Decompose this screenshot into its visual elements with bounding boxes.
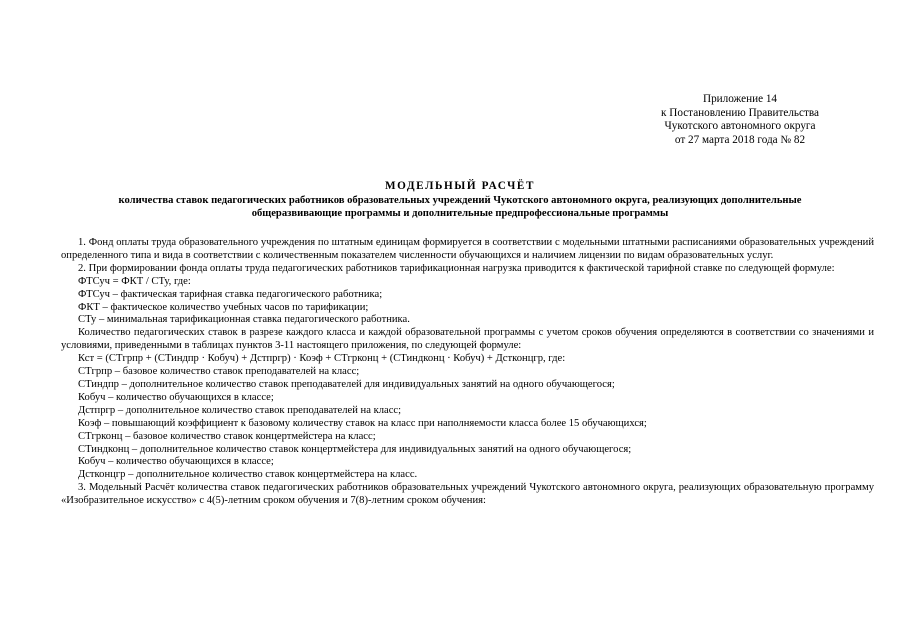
- definition-item: СТгрпр – базовое количество ставок преподавателей на класс;: [78, 366, 360, 378]
- appendix-header: [640, 93, 840, 147]
- definition-item: ФКТ – фактическое количество учебных часов по тарификации;: [78, 301, 369, 313]
- appendix-number: Приложение 14: [702, 93, 778, 105]
- appendix-region: Чукотского автономного округа: [664, 120, 816, 133]
- definition-item: Дстпргр – дополнительное количество ставок преподавателей на класс;: [78, 404, 402, 416]
- definition-item: ФТСуч – фактическая тарифная ставка педагогического работника;: [78, 288, 383, 300]
- document-title: МОДЕЛЬНЫЙ РАСЧЁТ: [384, 180, 536, 192]
- document-body: [61, 237, 874, 508]
- definition-item: Кобуч – количество обучающихся в классе;: [78, 456, 274, 468]
- paragraph-2: 2. При формировании фонда оплаты труда педагогических работников тарификационная нагрузка приводится к фактической тарифной ставке по следующей формуле:: [78, 262, 835, 274]
- subtitle-line: общеразвивающие программы и дополнительные предпрофессиональные программы: [251, 208, 669, 219]
- appendix-reference: к Постановлению Правительства: [661, 106, 819, 119]
- subtitle-line: количества ставок педагогических работников образовательных учреждений Чукотского автономного округа, реализующих дополнительные: [118, 195, 802, 206]
- paragraph-1: 1. Фонд оплаты труда образовательного учреждения по штатным единицам формируется в соответствии с модельными штатными расписаниями образовательных учреждений определенного типа и вида в соответствии с количественным показателем численности обучающихся и наличием лицензии по видам образовательных услуг.: [61, 237, 874, 261]
- paragraph-4: 3. Модельный Расчёт количества ставок педагогических работников образовательных учреждений Чукотского автономного округа, реализующих образовательную программу «Изобразительное искусство» с 4(5)-летним сроком обучения и 7(8)-летним сроком обучения:: [61, 482, 874, 507]
- definition-item: Коэф – повышающий коэффициент к базовому количеству ставок на класс при наполняемости класса более 15 обучающихся;: [78, 417, 647, 429]
- document-subtitle: [60, 194, 860, 220]
- appendix-date: от 27 марта 2018 года № 82: [674, 133, 806, 146]
- definition-item: СТгрконц – базовое количество ставок концертмейстера на класс;: [78, 430, 376, 442]
- paragraph-3: Количество педагогических ставок в разрезе каждого класса и каждой образовательной программы с учетом сроков обучения определяются в соответствии со значениями и условиями, приведенными в таблицах пунктов 3-11 настоящего приложения, по следующей формуле:: [61, 327, 874, 352]
- definition-item: СТу – минимальная тарификационная ставка педагогического работника.: [78, 314, 410, 326]
- definition-item: Дстконцгр – дополнительное количество ставок концертмейстера на класс.: [78, 469, 418, 481]
- definition-item: Кобуч – количество обучающихся в классе;: [78, 391, 274, 403]
- formula-rate: ФТСуч = ФКТ / СТу, где:: [78, 275, 191, 287]
- formula-staff-count: Кст = (СТгрпр + (СТиндпр · Кобуч) + Дстпргр) · Коэф + СТгрконц + (СТиндконц · Кобуч) + Дстконцгр, где:: [78, 353, 566, 365]
- definition-item: СТиндконц – дополнительное количество ставок концертмейстера для индивидуальных занятий на одного обучающегося;: [78, 443, 632, 455]
- definition-item: СТиндпр – дополнительное количество ставок преподавателей для индивидуальных занятий на одного обучающегося;: [78, 378, 615, 390]
